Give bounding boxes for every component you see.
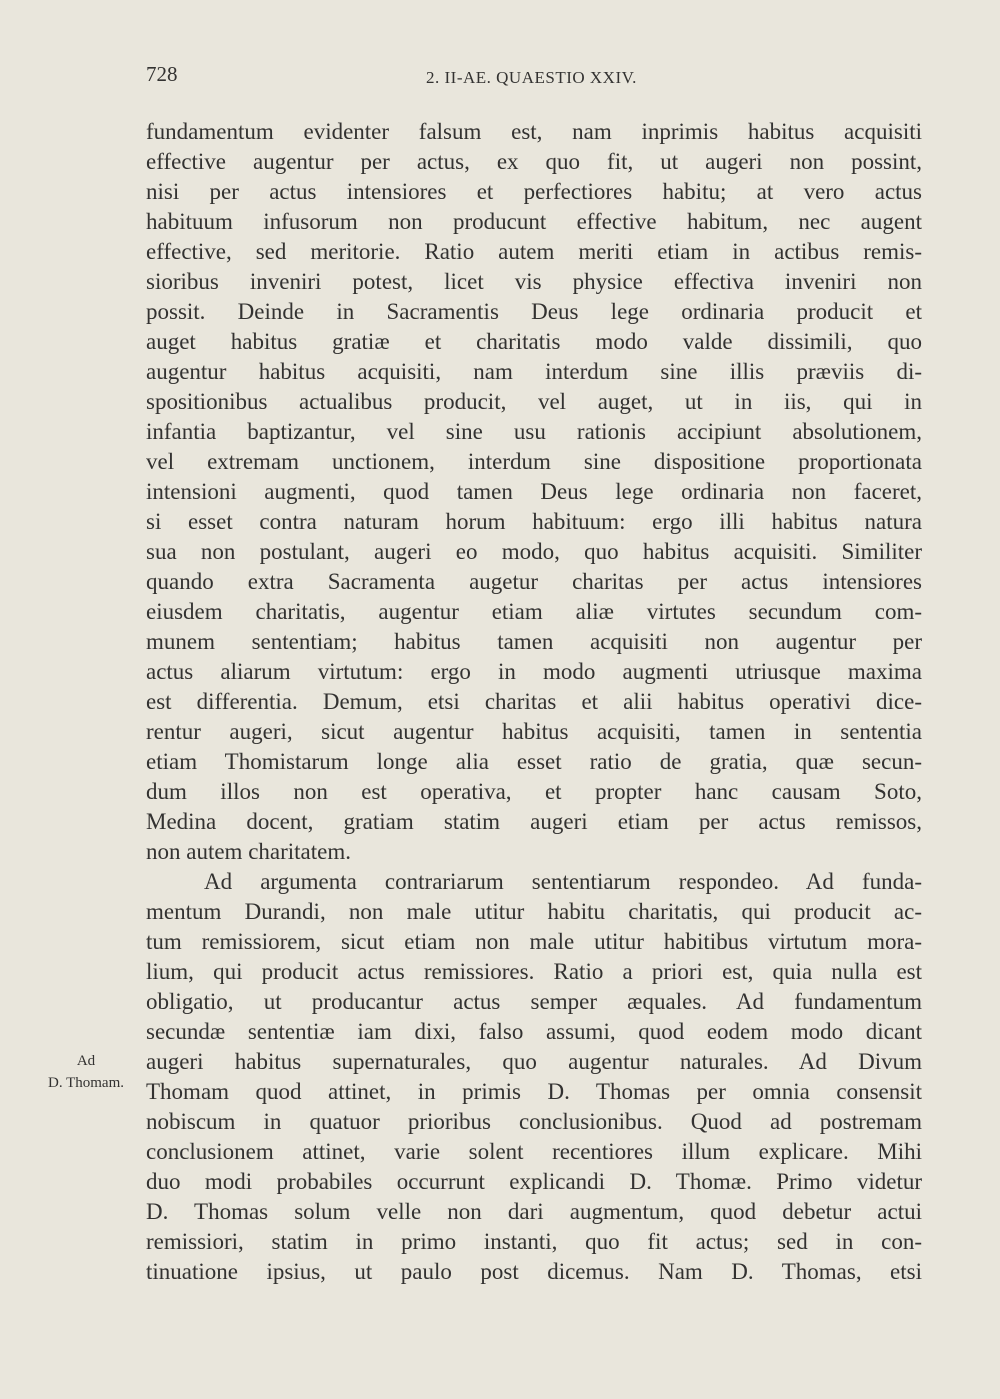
text-line: effective augentur per actus, ex quo fit, ut augeri non possint, xyxy=(146,149,922,174)
text-line: augentur habitus acquisiti, nam interdum sine illis præviis di- xyxy=(146,359,922,384)
text-line: duo modi probabiles occurrunt explicandi D. Thomæ. Primo videtur xyxy=(146,1169,922,1194)
text-line: habituum infusorum non producunt effective habitum, nec augent xyxy=(146,209,922,234)
text-line: spositionibus actualibus producit, vel auget, ut in iis, qui in xyxy=(146,389,922,414)
text-line: sua non postulant, augeri eo modo, quo habitus acquisiti. Similiter xyxy=(146,539,922,564)
text-line: dum illos non est operativa, et propter hanc causam Soto, xyxy=(146,779,922,804)
text-line: effective, sed meritorie. Ratio autem meriti etiam in actibus remis- xyxy=(146,239,922,264)
page-header xyxy=(146,62,922,96)
text-line: fundamentum evidenter falsum est, nam inprimis habitus acquisiti xyxy=(146,119,922,144)
text-line: mentum Durandi, non male utitur habitu charitatis, qui producit ac- xyxy=(146,899,922,924)
text-line: lium, qui producit actus remissiores. Ratio a priori est, quia nulla est xyxy=(146,959,922,984)
text-line: si esset contra naturam horum habituum: ergo illi habitus natura xyxy=(146,509,922,534)
page-number: 728 xyxy=(146,62,178,86)
text-line: sioribus inveniri potest, licet vis physice effectiva inveniri non xyxy=(146,269,922,294)
text-line: infantia baptizantur, vel sine usu rationis accipiunt absolutionem, xyxy=(146,419,922,444)
text-line: nisi per actus intensiores et perfectiores habitu; at vero actus xyxy=(146,179,922,204)
text-line: tum remissiorem, sicut etiam non male utitur habitibus virtutum mora- xyxy=(146,929,922,954)
margin-note-line: D. Thomam. xyxy=(48,1075,124,1091)
body-text xyxy=(146,117,922,1287)
margin-note xyxy=(36,1050,136,1094)
text-line: nobiscum in quatuor prioribus conclusionibus. Quod ad postremam xyxy=(146,1109,922,1134)
text-line: secundæ sententiæ iam dixi, falso assumi, quod eodem modo dicant xyxy=(146,1019,922,1044)
text-line: vel extremam unctionem, interdum sine dispositione proportionata xyxy=(146,449,922,474)
text-line: conclusionem attinet, varie solent recentiores illum explicare. Mihi xyxy=(146,1139,922,1164)
text-line: est differentia. Demum, etsi charitas et alii habitus operativi dice- xyxy=(146,689,922,714)
text-line: etiam Thomistarum longe alia esset ratio de gratia, quæ secun- xyxy=(146,749,922,774)
running-title: 2. II-AE. QUAESTIO XXIV. xyxy=(426,68,637,87)
text-line: D. Thomas solum velle non dari augmentum, quod debetur actui xyxy=(146,1199,922,1224)
text-line: obligatio, ut producantur actus semper æquales. Ad fundamentum xyxy=(146,989,922,1014)
text-line: Medina docent, gratiam statim augeri etiam per actus remissos, xyxy=(146,809,922,834)
text-line: augeri habitus supernaturales, quo augentur naturales. Ad Divum xyxy=(146,1049,922,1074)
text-line: auget habitus gratiæ et charitatis modo valde dissimili, quo xyxy=(146,329,922,354)
text-line: rentur augeri, sicut augentur habitus acquisiti, tamen in sententia xyxy=(146,719,922,744)
text-line: intensioni augmenti, quod tamen Deus lege ordinaria non faceret, xyxy=(146,479,922,504)
text-line: Ad argumenta contrariarum sententiarum respondeo. Ad funda- xyxy=(204,869,922,894)
text-line: non autem charitatem. xyxy=(146,839,352,864)
text-line: eiusdem charitatis, augentur etiam aliæ virtutes secundum com- xyxy=(146,599,922,624)
margin-note-line: Ad xyxy=(76,1053,96,1069)
text-line: munem sententiam; habitus tamen acquisiti non augentur per xyxy=(146,629,922,654)
text-line: Thomam quod attinet, in primis D. Thomas per omnia consensit xyxy=(146,1079,922,1104)
text-line: quando extra Sacramenta augetur charitas per actus intensiores xyxy=(146,569,922,594)
text-line: actus aliarum virtutum: ergo in modo augmenti utriusque maxima xyxy=(146,659,922,684)
text-line: possit. Deinde in Sacramentis Deus lege ordinaria producit et xyxy=(146,299,922,324)
text-line: tinuatione ipsius, ut paulo post dicemus. Nam D. Thomas, etsi xyxy=(146,1259,922,1284)
text-line: remissiori, statim in primo instanti, quo fit actus; sed in con- xyxy=(146,1229,922,1254)
